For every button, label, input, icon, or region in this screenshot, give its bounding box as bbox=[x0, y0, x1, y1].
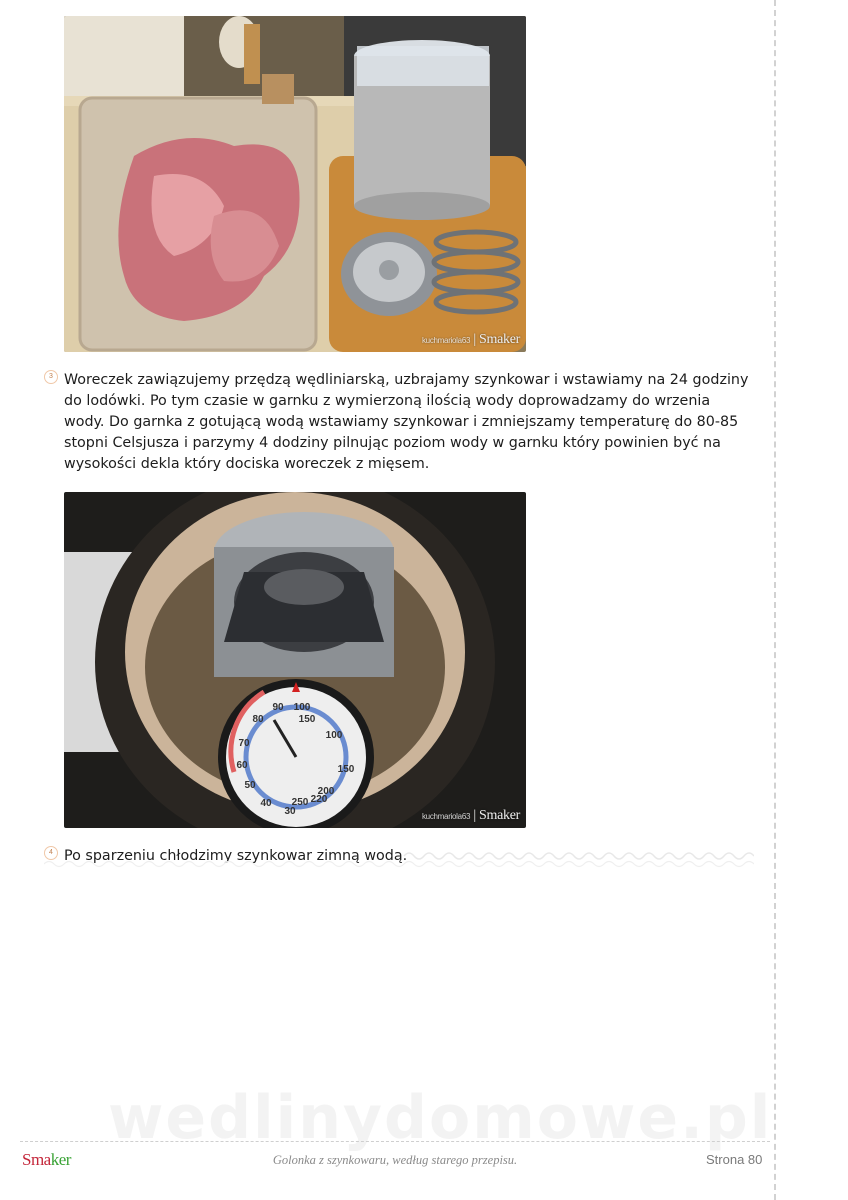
step-text: Woreczek zawiązujemy przędzą wędliniarską, uzbrajamy szynkowar i wstawiamy na 24 godziny do lodówki. Po tym czasie w garnku z wymierzoną ilością wody doprowadzamy do wrzenia wody. Do garnka z gotującą wodą wstawiamy szynkowar i zmniejszamy temperaturę do 80-85 stopni Celsjusza i parzymy 4 dodziny pilnując poziom wody w garnku który powinien być na wysokości dekla który dociska woreczek z mięsem. bbox=[64, 372, 749, 472]
dial-80: 80 bbox=[252, 714, 264, 725]
dial-50: 50 bbox=[244, 780, 256, 791]
footer-brand-logo[interactable] bbox=[22, 1150, 71, 1170]
watermark-brand: Smaker bbox=[479, 808, 520, 823]
step-number: 4 bbox=[44, 846, 58, 860]
footer-recipe-title: Golonka z szynkowaru, według starego przepisu. bbox=[272, 1153, 518, 1167]
dial-250: 250 bbox=[291, 797, 309, 808]
brand-logo-part-red: Sma bbox=[22, 1150, 51, 1169]
step-number: 3 bbox=[44, 370, 58, 384]
watermark-brand: Smaker bbox=[479, 332, 520, 347]
dial-40: 40 bbox=[260, 798, 272, 809]
watermark-user: kuchmariola63 bbox=[421, 336, 471, 345]
photo-watermark: kuchmariola63 | Smaker bbox=[421, 808, 520, 823]
dial-70: 70 bbox=[238, 738, 250, 749]
dial-100: 100 bbox=[293, 702, 311, 713]
photo-ham-maker-in-pot bbox=[64, 492, 526, 828]
dial-60: 60 bbox=[236, 760, 248, 771]
photo-1-illustration bbox=[64, 16, 526, 352]
dial-150-right: 150 bbox=[337, 764, 355, 775]
dial-220: 220 bbox=[310, 794, 328, 805]
photo-watermark: kuchmariola63 | Smaker bbox=[421, 332, 520, 347]
page-watermark: wedlinydomowe.pl bbox=[108, 1083, 773, 1153]
dial-150-inner: 150 bbox=[298, 714, 316, 725]
watermark-user: kuchmariola63 bbox=[421, 812, 471, 821]
dial-30: 30 bbox=[284, 806, 296, 817]
photo-2-illustration bbox=[64, 492, 526, 828]
footer-divider bbox=[20, 1141, 770, 1142]
dial-90: 90 bbox=[272, 702, 284, 713]
footer-page-number: Strona 80 bbox=[706, 1152, 763, 1167]
dial-200: 200 bbox=[317, 786, 335, 797]
dial-100-right: 100 bbox=[325, 730, 343, 741]
step-3 bbox=[44, 370, 756, 480]
step-text: Po sparzeniu chłodzimy szynkowar zimną wodą. bbox=[64, 848, 408, 864]
page-edge-dashed-line bbox=[774, 0, 776, 1200]
brand-logo-part-green: ker bbox=[50, 1150, 71, 1169]
step-wave-decoration bbox=[44, 846, 754, 868]
photo-meat-and-ham-maker bbox=[64, 16, 526, 352]
